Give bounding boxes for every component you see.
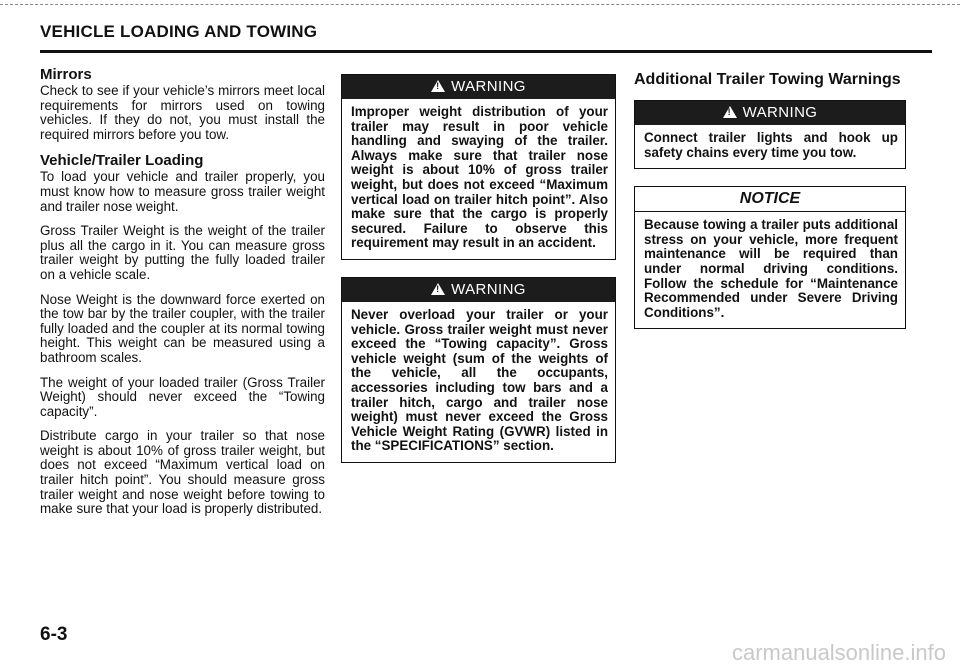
- warning-text: Connect trailer lights and hook up safety chains every time you tow.: [644, 130, 898, 160]
- nose-weight-paragraph: Nose Weight is the downward force exerted on the tow bar by the trailer coupler, with the trailer fully loaded and the coupler at its normal towing height. This weight can be measured using a bathroom scales.: [40, 291, 325, 365]
- gross-weight-paragraph: Gross Trailer Weight is the weight of the trailer plus all the cargo in it. You can measure gross trailer weight by putting the fully loaded trailer on a vehicle scale.: [40, 223, 325, 282]
- loaded-trailer-paragraph: The weight of your loaded trailer (Gross Trailer Weight) should never exceed the “Towing capacity”.: [40, 374, 325, 419]
- warning-header: [342, 75, 615, 99]
- warning-triangle-icon: [723, 106, 737, 118]
- header-rule: [40, 50, 932, 53]
- warning-text: Improper weight distribution of your trailer may result in poor vehicle handling and swaying of the trailer. Always make sure that trailer nose weight is about 10% of gross trailer weight, but does not exceed “Maximum vertical load on trailer hitch point”. Also make sure that the cargo is properly secured. Failure to observe this requirement may result in an accident.: [351, 104, 608, 251]
- distribute-cargo-paragraph: Distribute cargo in your trailer so that nose weight is about 10% of gross trailer weight, but does not exceed “Maximum vertical load on trailer hitch point”. You should measure gross trailer weight and nose weight before towing to make sure that your load is properly distributed.: [40, 428, 325, 517]
- warning-box-distribution: [341, 74, 616, 260]
- watermark: carmanualsonline.info: [731, 640, 946, 665]
- warning-header: [635, 101, 905, 125]
- warning-label: WARNING: [451, 280, 526, 298]
- loading-heading: Vehicle/Trailer Loading: [40, 152, 204, 170]
- page-number: 6-3: [40, 624, 68, 645]
- middle-column: [341, 74, 616, 463]
- mirrors-paragraph: Check to see if your vehicle’s mirrors meet local requirements for mirrors used on towing vehicles. If they do not, you must install the required mirrors before you tow.: [40, 83, 325, 142]
- warning-triangle-icon: [431, 80, 445, 92]
- warning-header: [342, 278, 615, 302]
- page-header-title: VEHICLE LOADING AND TOWING: [40, 22, 318, 41]
- warning-text: Never overload your trailer or your vehicle. Gross trailer weight must never exceed the “Towing capacity”. Gross vehicle weight (sum of the weights of the vehicle, all the occupants, accessories including tow bars and a trailer hitch, cargo and trailer nose weight) must never exceed the Gross Vehicle Weight Rating (GVWR) listed in the “SPECIFICATIONS” section.: [351, 306, 608, 454]
- warning-box-overload: [341, 277, 616, 463]
- loading-paragraph: To load your vehicle and trailer properly, you must know how to measure gross trailer weight and trailer nose weight.: [40, 169, 325, 214]
- left-column: [40, 66, 325, 527]
- notice-text: Because towing a trailer puts additional stress on your vehicle, more frequent maintenance will be required than under normal driving conditions. Follow the schedule for “Maintenance Recommended under Severe Driving Conditions”.: [644, 217, 898, 320]
- right-column: [634, 70, 906, 329]
- warning-box-lights: [634, 100, 906, 169]
- additional-warnings-heading: Additional Trailer Towing Warnings: [634, 71, 901, 88]
- warning-triangle-icon: [431, 283, 445, 295]
- notice-label: NOTICE: [635, 187, 905, 212]
- top-scan-line: [0, 4, 960, 5]
- notice-box: [634, 186, 906, 329]
- warning-label: WARNING: [451, 78, 526, 95]
- mirrors-heading: Mirrors: [40, 66, 92, 83]
- warning-label: WARNING: [742, 104, 818, 121]
